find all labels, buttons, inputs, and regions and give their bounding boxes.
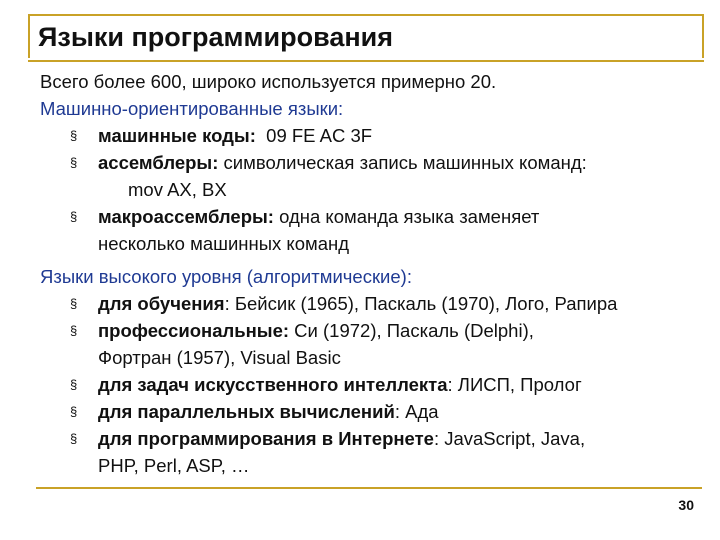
item-text: одна команда языка заменяет: [273, 206, 540, 227]
item-term: для обучения: [98, 293, 225, 314]
item-continuation: PHP, Perl, ASP, …: [98, 455, 250, 476]
bullet-icon: §: [70, 377, 78, 392]
item-term: профессиональные:: [98, 320, 290, 341]
item-text: : Бейсик (1965), Паскаль (1970), Лого, Рапира: [224, 293, 618, 314]
footer-rule: [36, 487, 702, 489]
item-term: макроассемблеры:: [98, 206, 274, 227]
list-item: [40, 290, 700, 317]
bullet-icon: §: [70, 296, 78, 311]
list-item: [40, 203, 700, 230]
item-term: ассемблеры:: [98, 152, 219, 173]
page-number: 30: [678, 497, 694, 513]
high-level-languages-heading: Языки высокого уровня (алгоритмические):: [40, 266, 412, 287]
item-text: : ЛИСП, Пролог: [447, 374, 582, 395]
machine-languages-heading: Машинно-ориентированные языки:: [40, 98, 344, 119]
slide-title: Языки программирования: [38, 22, 393, 52]
item-continuation: Фортран (1957), Visual Basic: [98, 347, 341, 368]
title-underline: [28, 60, 704, 62]
bullet-icon: §: [70, 431, 78, 446]
bullet-icon: §: [70, 155, 78, 170]
bullet-icon: §: [70, 209, 78, 224]
list-item: [40, 371, 700, 398]
item-term: машинные коды:: [98, 125, 256, 146]
bullet-icon: §: [70, 404, 78, 419]
list-item: [40, 317, 700, 344]
item-term: для программирования в Интернете: [98, 428, 434, 449]
item-term: для задач искусственного интеллекта: [98, 374, 448, 395]
item-text: символическая запись машинных команд:: [218, 152, 587, 173]
bullet-icon: §: [70, 128, 78, 143]
list-item: [40, 122, 700, 149]
list-item: [40, 425, 700, 452]
list-item: [40, 398, 700, 425]
item-continuation: mov AX, BX: [128, 179, 227, 200]
item-text: : JavaScript, Java,: [433, 428, 586, 449]
item-continuation: несколько машинных команд: [98, 233, 350, 254]
item-term: для параллельных вычислений: [98, 401, 395, 422]
item-text: 09 FE AC 3F: [255, 125, 373, 146]
slide-body: [40, 68, 700, 479]
intro-text: Всего более 600, широко используется примерно 20.: [40, 71, 497, 92]
list-item: [40, 149, 700, 176]
item-text: Си (1972), Паскаль (Delphi),: [289, 320, 534, 341]
bullet-icon: §: [70, 323, 78, 338]
item-text: : Ада: [394, 401, 439, 422]
